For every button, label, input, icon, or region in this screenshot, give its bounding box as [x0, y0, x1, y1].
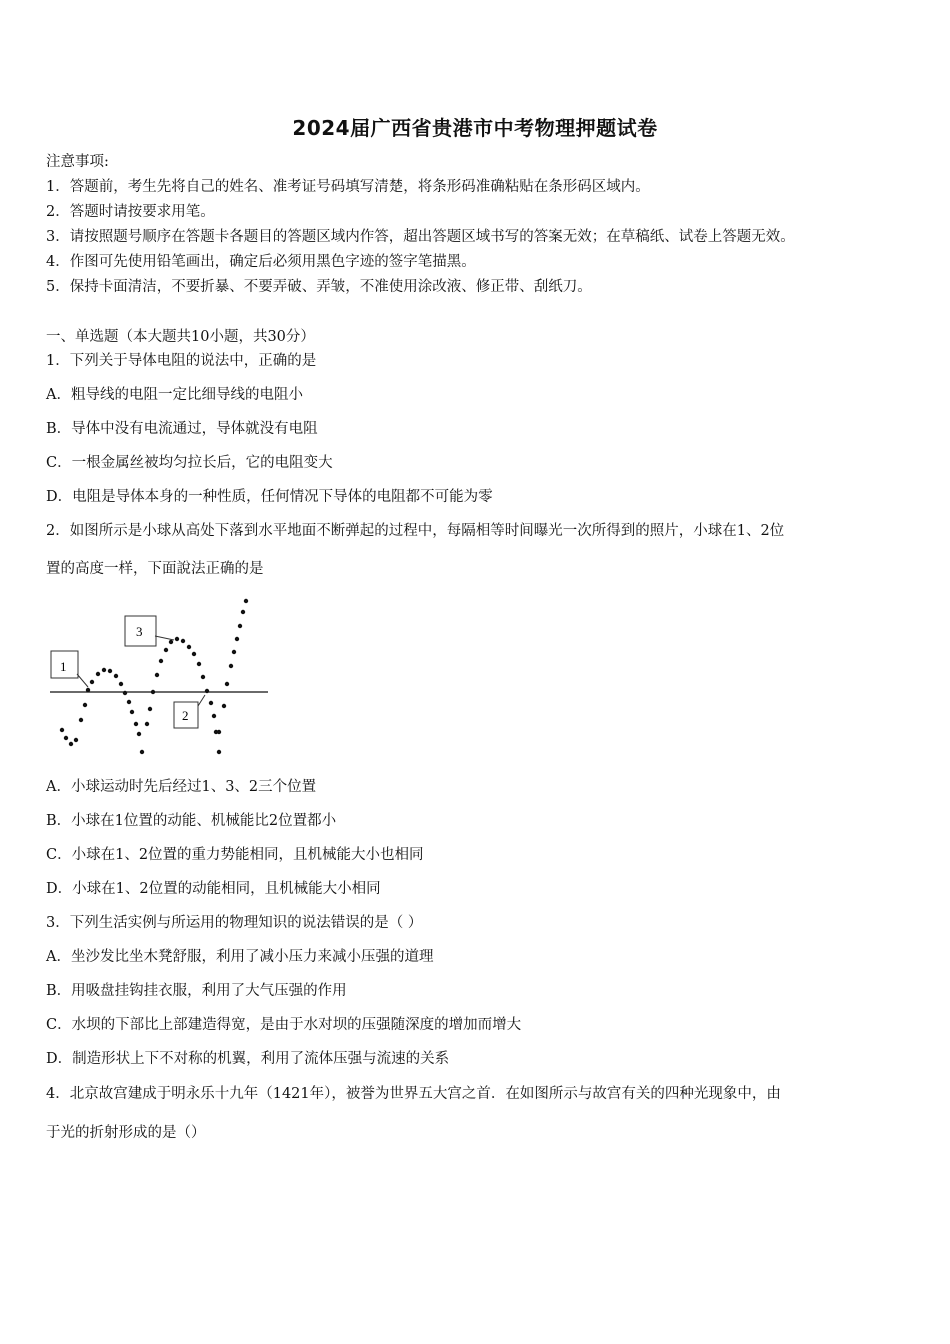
- question-1-option-b: B．导体中没有电流通过，导体就没有电阻: [46, 421, 318, 437]
- label-1-pointer: [77, 674, 88, 687]
- label-2-pointer: [198, 695, 205, 706]
- notice-heading: 注意事项:: [46, 154, 109, 170]
- ball-dot: [222, 704, 226, 708]
- ball-dot: [209, 701, 213, 705]
- ball-dot: [232, 650, 236, 654]
- ball-dot: [217, 750, 221, 754]
- notice-item: 3．请按照题号顺序在答题卡各题目的答题区域内作答，超出答题区域书写的答案无效；在草稿纸、试卷上答题无效。: [46, 229, 795, 245]
- ball-dot: [123, 691, 127, 695]
- question-3-option-b: B．用吸盘挂钩挂衣服，利用了大气压强的作用: [46, 983, 347, 999]
- ball-dot: [83, 703, 87, 707]
- ball-dot: [145, 722, 149, 726]
- ball-dot: [148, 707, 152, 711]
- question-2-option-d: D．小球在1、2位置的动能相同，且机械能大小相同: [46, 881, 381, 897]
- ball-dot: [96, 672, 100, 676]
- ball-dot: [102, 668, 106, 672]
- ball-dot: [187, 645, 191, 649]
- question-1-option-a: A．粗导线的电阻一定比细导线的电阻小: [46, 387, 303, 403]
- ball-dot: [151, 690, 155, 694]
- notice-item: 2．答题时请按要求用笔。: [46, 204, 215, 220]
- ball-dot: [241, 610, 245, 614]
- question-3-stem: 3．下列生活实例与所运用的物理知识的说法错误的是（ ）: [46, 915, 423, 931]
- ball-dot: [192, 652, 196, 656]
- section-heading: 一、单选题（本大题共10小题，共30分）: [46, 329, 315, 345]
- ball-dot: [205, 689, 209, 693]
- ball-dot: [238, 624, 242, 628]
- label-3-pointer: [155, 636, 174, 640]
- question-3-option-d: D．制造形状上下不对称的机翼，利用了流体压强与流速的关系: [46, 1051, 450, 1067]
- ball-dot: [212, 714, 216, 718]
- ball-dot: [235, 637, 239, 641]
- label-3-text: 3: [136, 624, 143, 639]
- label-1-text: 1: [60, 659, 67, 674]
- notice-item: 4．作图可先使用铅笔画出，确定后必须用黑色字迹的签字笔描黑。: [46, 254, 476, 270]
- ball-dot: [164, 648, 168, 652]
- ball-dot: [159, 659, 163, 663]
- ball-dot: [137, 732, 141, 736]
- question-3-option-a: A．坐沙发比坐木凳舒服，利用了减小压力来减小压强的道理: [46, 949, 434, 965]
- ball-dot: [244, 599, 248, 603]
- ball-dot: [201, 675, 205, 679]
- ball-dot: [86, 688, 90, 692]
- ball-dot: [79, 718, 83, 722]
- notice-item: 1．答题前，考生先将自己的姓名、准考证号码填写清楚，将条形码准确粘贴在条形码区域内。: [46, 179, 650, 195]
- ball-dot: [140, 750, 144, 754]
- question-2-option-c: C．小球在1、2位置的重力势能相同，且机械能大小也相同: [46, 847, 424, 863]
- ball-dot: [60, 728, 64, 732]
- ball-dot: [114, 674, 118, 678]
- ball-dot: [108, 669, 112, 673]
- ball-dot: [225, 682, 229, 686]
- ball-dot: [64, 736, 68, 740]
- ball-dot: [175, 637, 179, 641]
- question-4-stem-line2: 于光的折射形成的是（）: [46, 1125, 206, 1141]
- ball-dot: [74, 738, 78, 742]
- ball-dot: [155, 673, 159, 677]
- question-1-option-c: C．一根金属丝被均匀拉长后，它的电阻变大: [46, 455, 333, 471]
- question-1-stem: 1．下列关于导体电阻的说法中，正确的是: [46, 353, 317, 369]
- page-title: 2024届广西省贵港市中考物理押题试卷: [292, 116, 658, 140]
- question-3-option-c: C．水坝的下部比上部建造得宽，是由于水对坝的压强随深度的增加而增大: [46, 1017, 522, 1033]
- ball-dot: [127, 700, 131, 704]
- question-1-option-d: D．电阻是导体本身的一种性质，任何情况下导体的电阻都不可能为零: [46, 489, 493, 505]
- ball-dot: [119, 682, 123, 686]
- notice-item: 5．保持卡面清洁，不要折暴、不要弄破、弄皱，不准使用涂改液、修正带、刮纸刀。: [46, 279, 592, 295]
- question-2-option-a: A．小球运动时先后经过1、3、2三个位置: [46, 779, 317, 795]
- bouncing-ball-figure: [44, 594, 274, 758]
- ball-dot: [69, 742, 73, 746]
- ball-dot: [134, 722, 138, 726]
- question-4-stem-line1: 4．北京故宫建成于明永乐十九年（1421年），被誉为世界五大宫之首．在如图所示与故宫有关的四种光现象中，由: [46, 1086, 781, 1102]
- ball-dot: [229, 664, 233, 668]
- ball-dot: [181, 639, 185, 643]
- question-2-stem-line2: 置的高度一样，下面說法正确的是: [46, 561, 264, 577]
- ball-dot: [197, 662, 201, 666]
- question-2-stem-line1: 2．如图所示是小球从高处下落到水平地面不断弹起的过程中，每隔相等时间曝光一次所得到的照片，小球在1、2位: [46, 523, 785, 539]
- ball-dot: [169, 640, 173, 644]
- question-2-option-b: B．小球在1位置的动能、机械能比2位置都小: [46, 813, 337, 829]
- label-2-text: 2: [182, 708, 189, 723]
- ball-dot: [130, 710, 134, 714]
- ball-dot: [217, 730, 221, 734]
- ball-dot: [90, 680, 94, 684]
